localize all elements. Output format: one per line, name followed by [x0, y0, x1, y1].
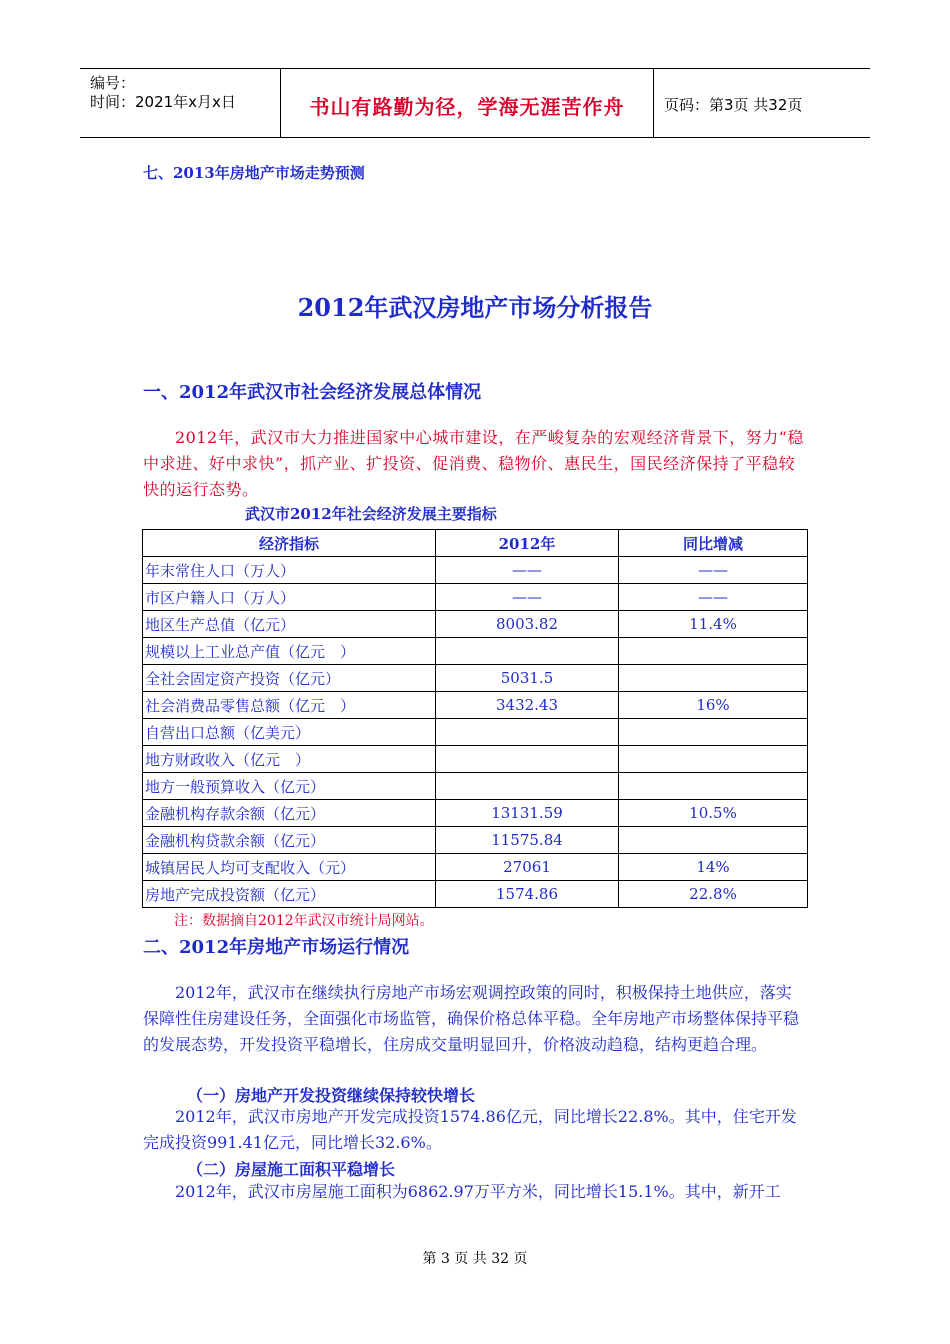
- indicator-change: ——: [619, 584, 808, 611]
- header-page-cell: [654, 69, 870, 137]
- table-row: [143, 611, 808, 638]
- subsection1-paragraph: 2012年，武汉市房地产开发完成投资1574.86亿元，同比增长22.8%。其中，住宅开发完成投资991.41亿元，同比增长32.6%。: [143, 1107, 797, 1152]
- indicator-label: 城镇居民人均可支配收入（元）: [143, 854, 436, 881]
- header-motto: 书山有路勤为径，学海无涯苦作舟: [309, 95, 625, 119]
- table-title: 武汉市2012年社会经济发展主要指标: [245, 505, 497, 523]
- table-row: [143, 854, 808, 881]
- indicator-change: 14%: [619, 854, 808, 881]
- column-header: 经济指标: [143, 530, 436, 557]
- table-row: [143, 800, 808, 827]
- document-number-label: 编号：: [90, 74, 136, 92]
- indicator-value: ——: [436, 557, 619, 584]
- table-row: [143, 746, 808, 773]
- column-header: 2012年: [436, 530, 619, 557]
- indicator-change: [619, 746, 808, 773]
- indicator-change: 10.5%: [619, 800, 808, 827]
- indicator-value: 13131.59: [436, 800, 619, 827]
- table-row: [143, 827, 808, 854]
- report-title: 2012年武汉房地产市场分析报告: [297, 293, 653, 322]
- table-row: [143, 692, 808, 719]
- indicator-change: 11.4%: [619, 611, 808, 638]
- subsection2-paragraph: 2012年，武汉市房屋施工面积为6862.97万平方米，同比增长15.1%。其中，新开工: [175, 1182, 781, 1201]
- indicator-label: 全社会固定资产投资（亿元）: [143, 665, 436, 692]
- page-footer: 第 3 页 共 32 页: [422, 1251, 528, 1267]
- indicator-label: 自营出口总额（亿美元）: [143, 719, 436, 746]
- indicator-label: 地区生产总值（亿元）: [143, 611, 436, 638]
- indicator-label: 社会消费品零售总额（亿元 ）: [143, 692, 436, 719]
- indicator-value: 5031.5: [436, 665, 619, 692]
- indicator-value: 1574.86: [436, 881, 619, 908]
- subsection2-heading: （二）房屋施工面积平稳增长: [187, 1160, 396, 1179]
- indicator-value: 11575.84: [436, 827, 619, 854]
- document-time-label: 时间：2021年x月x日: [90, 93, 236, 111]
- indicator-label: 市区户籍人口（万人）: [143, 584, 436, 611]
- indicator-table: [142, 529, 808, 908]
- subsection1-heading: （一）房地产开发投资继续保持较快增长: [187, 1086, 476, 1105]
- header-page-code: 页码：第3页 共32页: [664, 96, 803, 114]
- indicator-value: [436, 638, 619, 665]
- indicator-label: 金融机构存款余额（亿元）: [143, 800, 436, 827]
- header-motto-cell: [281, 69, 654, 137]
- indicator-change: ——: [619, 557, 808, 584]
- section1-heading: 一、2012年武汉市社会经济发展总体情况: [143, 382, 482, 403]
- indicator-change: [619, 638, 808, 665]
- indicator-label: 房地产完成投资额（亿元）: [143, 881, 436, 908]
- indicator-change: [619, 827, 808, 854]
- section2-paragraph: 2012年，武汉市在继续执行房地产市场宏观调控政策的同时，积极保持土地供应，落实保障性住房建设任务，全面强化市场监管，确保价格总体平稳。全年房地产市场整体保持平稳的发展态势，开发投资平稳增长，住房成交量明显回升，价格波动趋稳，结构更趋合理。: [143, 983, 800, 1054]
- table-row: [143, 665, 808, 692]
- indicator-value: [436, 773, 619, 800]
- toc-item: 七、2013年房地产市场走势预测: [143, 164, 365, 182]
- table-row: [143, 719, 808, 746]
- section2-heading: 二、2012年房地产市场运行情况: [143, 937, 410, 958]
- indicator-value: [436, 719, 619, 746]
- section1-paragraph: 2012年，武汉市大力推进国家中心城市建设，在严峻复杂的宏观经济背景下，努力“稳中求进、好中求快”，抓产业、扩投资、促消费、稳物价、惠民生，国民经济保持了平稳较快的运行态势。: [143, 428, 804, 499]
- indicator-change: 22.8%: [619, 881, 808, 908]
- header-meta-cell: [80, 69, 281, 137]
- indicator-label: 地方一般预算收入（亿元）: [143, 773, 436, 800]
- indicator-change: [619, 773, 808, 800]
- indicator-value: [436, 746, 619, 773]
- indicator-value: 8003.82: [436, 611, 619, 638]
- column-header: 同比增减: [619, 530, 808, 557]
- table-header-row: [143, 530, 808, 557]
- table-row: [143, 584, 808, 611]
- indicator-label: 金融机构贷款余额（亿元）: [143, 827, 436, 854]
- indicator-change: [619, 665, 808, 692]
- indicator-label: 规模以上工业总产值（亿元 ）: [143, 638, 436, 665]
- indicator-label: 地方财政收入（亿元 ）: [143, 746, 436, 773]
- indicator-label: 年末常住人口（万人）: [143, 557, 436, 584]
- indicator-value: ——: [436, 584, 619, 611]
- table-note: 注：数据摘自2012年武汉市统计局网站。: [174, 913, 434, 929]
- indicator-change: [619, 719, 808, 746]
- indicator-value: 27061: [436, 854, 619, 881]
- indicator-change: 16%: [619, 692, 808, 719]
- table-row: [143, 557, 808, 584]
- table-row: [143, 638, 808, 665]
- document-header: [80, 68, 870, 138]
- table-row: [143, 773, 808, 800]
- indicator-value: 3432.43: [436, 692, 619, 719]
- table-row: [143, 881, 808, 908]
